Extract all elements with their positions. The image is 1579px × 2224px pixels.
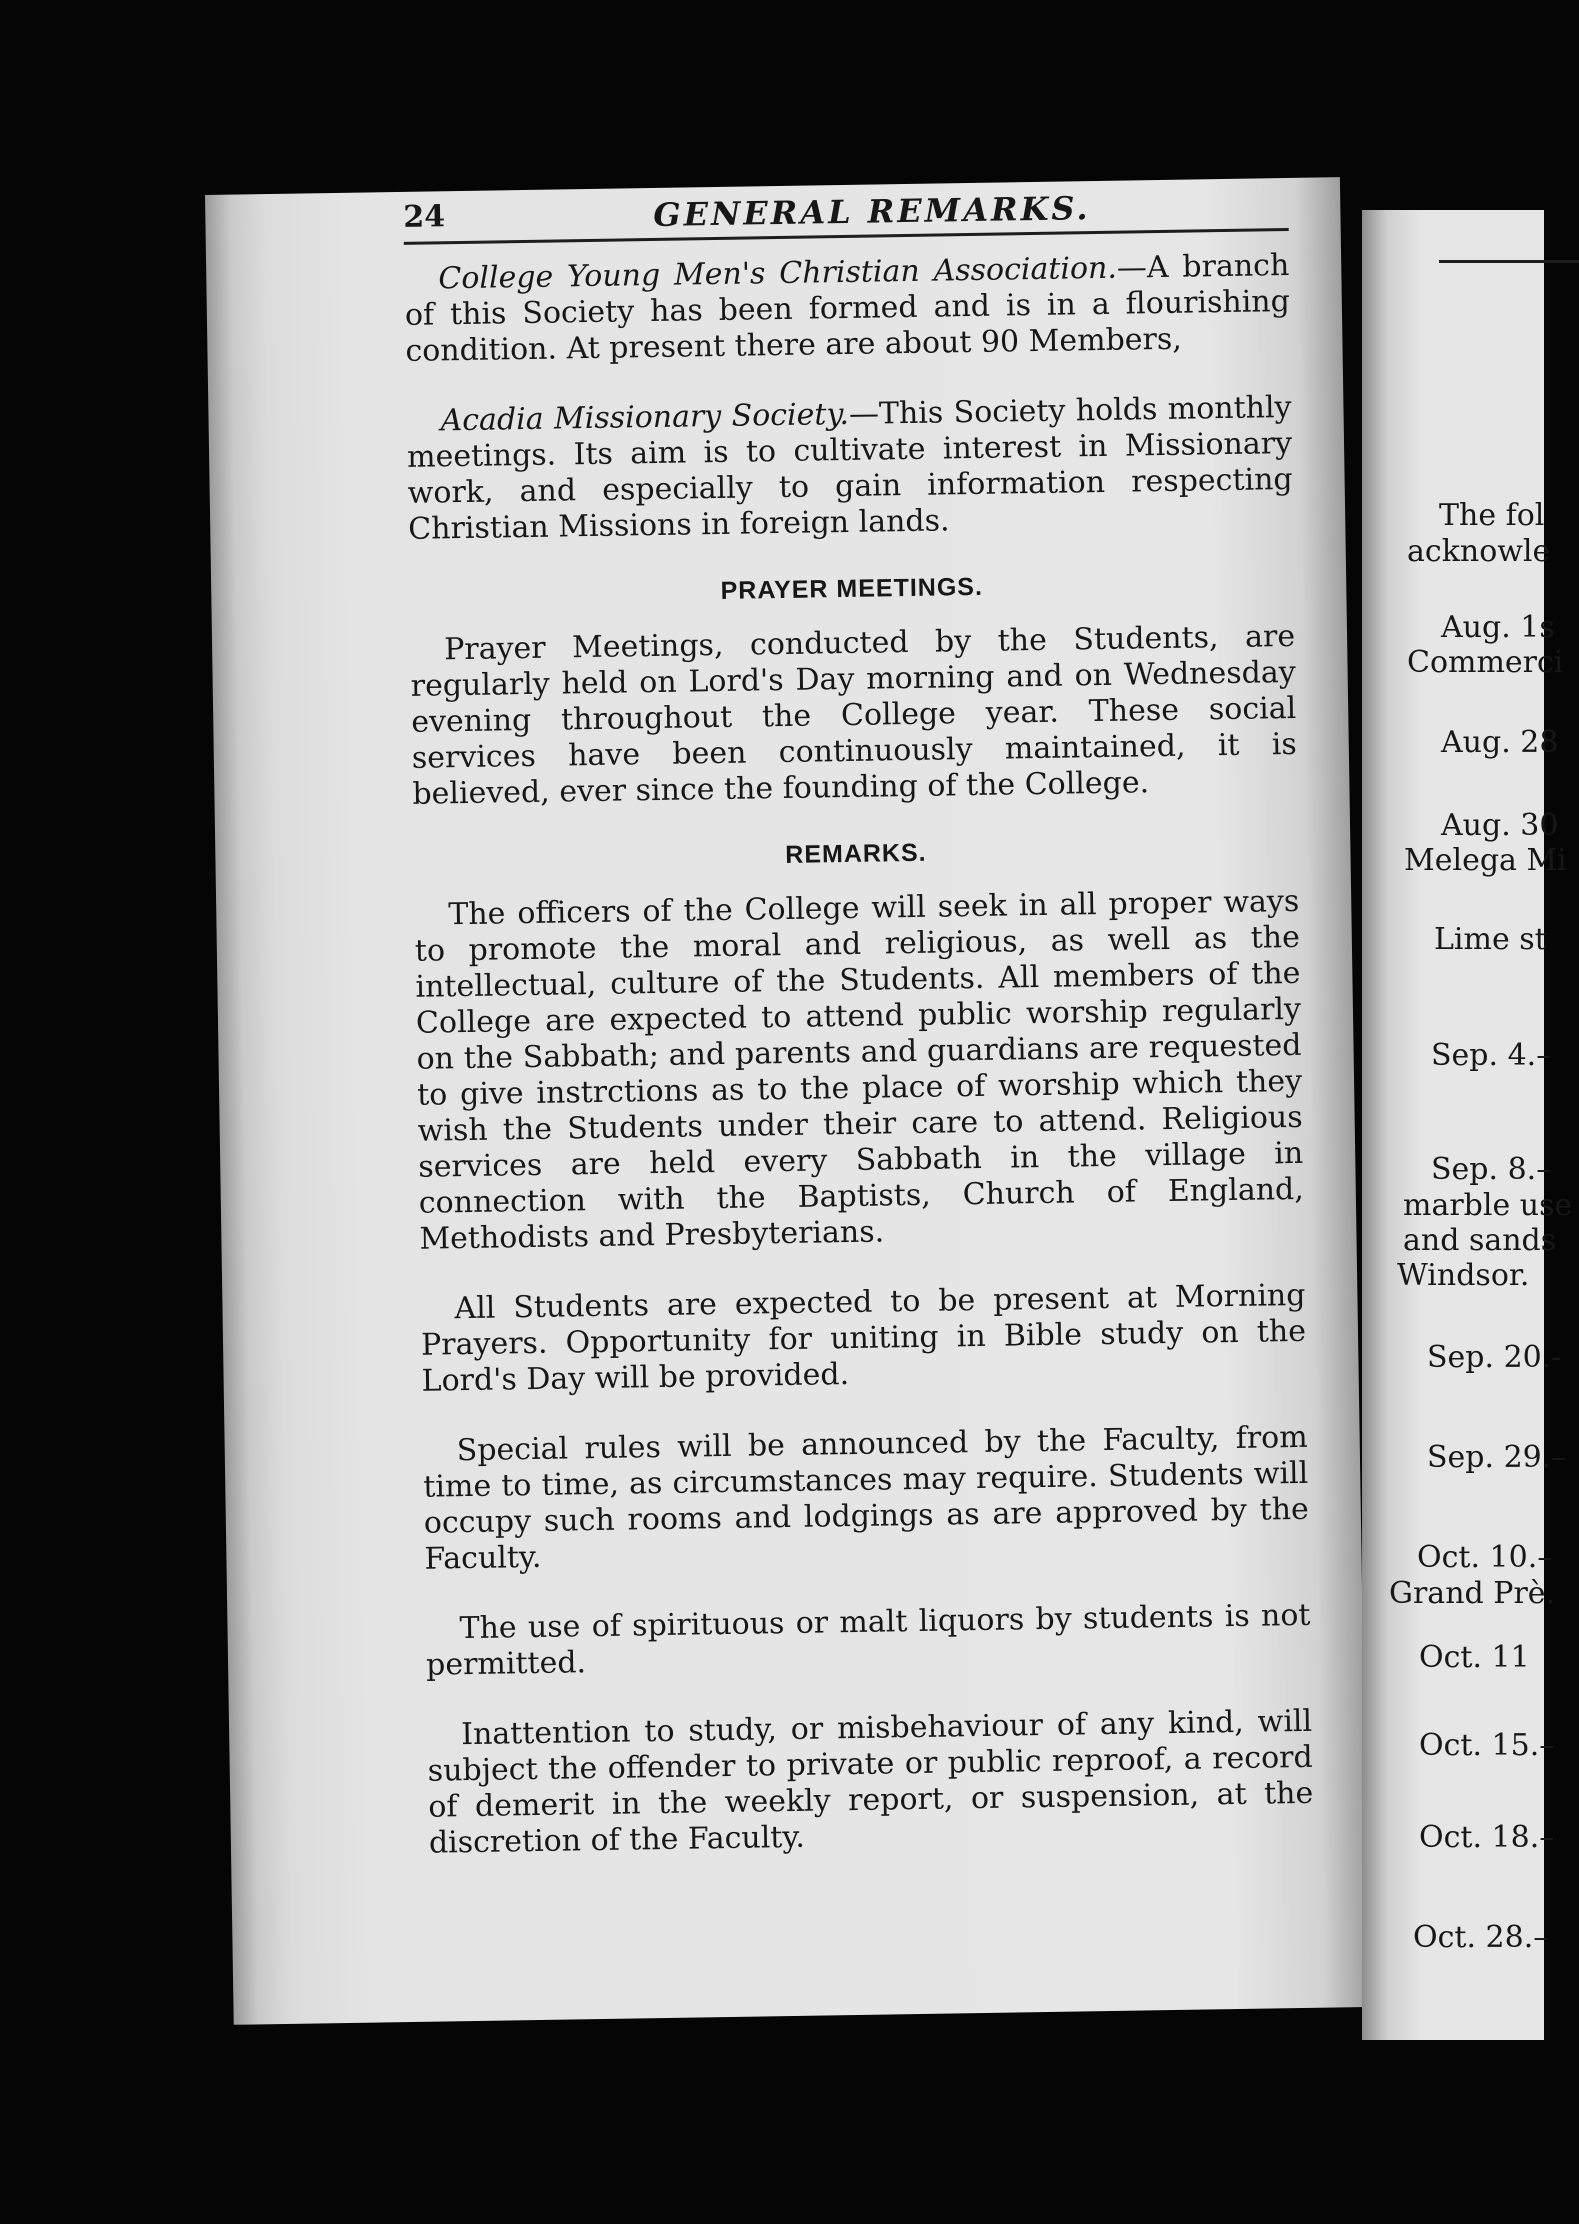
right-page-line: Grand Prè.: [1389, 1576, 1556, 1611]
right-page-line: Oct. 28.–: [1413, 1920, 1549, 1955]
body-text: [404, 248, 1315, 1896]
remarks-paragraph: Inattention to study, or misbehaviour of any kind, will subject the offender to private or public reproof, a record of demerit in the weekly report, or suspension, at the discretion of the Faculty.: [427, 1703, 1314, 1861]
running-title: GENERAL REMARKS.: [653, 189, 1091, 234]
right-page-line: Melega Mi: [1404, 843, 1567, 878]
right-page-line: acknowle: [1407, 534, 1551, 569]
remarks-heading: REMARKS.: [785, 838, 927, 869]
page-content: [403, 178, 1317, 2022]
right-page-line: Sep. 29.–: [1427, 1440, 1567, 1475]
right-page-line: Oct. 15.–: [1419, 1728, 1555, 1763]
right-page-line: Oct. 18.–: [1419, 1820, 1555, 1855]
ymca-text: —A branch of this Society has been formed and is in a flourishing condition. At present there are about 90 Members,: [404, 247, 1291, 369]
right-page-line: Sep. 4.–: [1431, 1038, 1552, 1073]
page-number: 24: [403, 199, 446, 235]
right-page-line: Oct. 11: [1419, 1640, 1530, 1675]
remarks-paragraph: All Students are expected to be present at Morning Prayers. Opportunity for uniting in Bible study on the Lord's Day will be provided.: [420, 1277, 1307, 1399]
remarks-paragraph: The officers of the College will seek in all proper ways to promote the moral and religious, as well as the intellectual, culture of the Students. All members of the College are expected to attend public worship regularly on the Sabbath; and parents and guardians are requested to give instrctions as to the place of worship which they wish the Students under their care to attend. Religious services are held every Sabbath in the village in connection with the Baptists, Church of England, Methodists and Presbyterians.: [414, 883, 1305, 1257]
left-page: [205, 177, 1369, 2025]
right-page-line: and sands: [1403, 1223, 1557, 1258]
right-page-line: Commerci: [1407, 645, 1564, 680]
prayer-meetings-heading: PRAYER MEETINGS.: [720, 572, 984, 605]
right-page-line: Aug. 28: [1441, 725, 1559, 760]
missionary-lead: Acadia Missionary Society.: [440, 396, 850, 439]
right-page-text: [1389, 240, 1573, 1955]
remarks-paragraph: Special rules will be announced by the Faculty, from time to time, as circumstances may require. Students will occupy such rooms and lodgings as are approved by the Faculty.: [423, 1419, 1310, 1577]
right-page-line: Windsor.: [1397, 1258, 1530, 1293]
missionary-paragraph: [406, 390, 1293, 548]
right-page-line: Oct. 10.–: [1417, 1540, 1553, 1575]
right-page-line: Aug. 30: [1441, 808, 1559, 843]
running-head: [403, 186, 1288, 236]
remarks-paragraph: The use of spirituous or malt liquors by students is not permitted.: [425, 1597, 1311, 1683]
right-page-line: The fol: [1439, 498, 1545, 533]
prayer-meetings-paragraph: Prayer Meetings, conducted by the Students, are regularly held on Lord's Day morning and on Wednesday evening throughout the College year. These social services have been continuously maintained, it is believed, ever since the founding of the College.: [410, 618, 1298, 812]
right-page-line: Aug. 1s: [1441, 610, 1555, 645]
right-page-line: Sep. 20.-: [1427, 1340, 1562, 1375]
right-page-line: Sep. 8.–: [1431, 1152, 1552, 1187]
ymca-paragraph: [404, 248, 1291, 370]
missionary-text: —This Society holds monthly meetings. Its aim is to cultivate interest in Missionary work, and especially to gain information respecting Christian Missions in foreign lands.: [406, 389, 1293, 547]
ymca-lead: College Young Men's Christian Association.: [438, 250, 1118, 297]
right-page-line: Lime st: [1434, 922, 1547, 957]
right-page-line: marble use: [1403, 1188, 1573, 1223]
right-header-rule: [1439, 260, 1579, 263]
